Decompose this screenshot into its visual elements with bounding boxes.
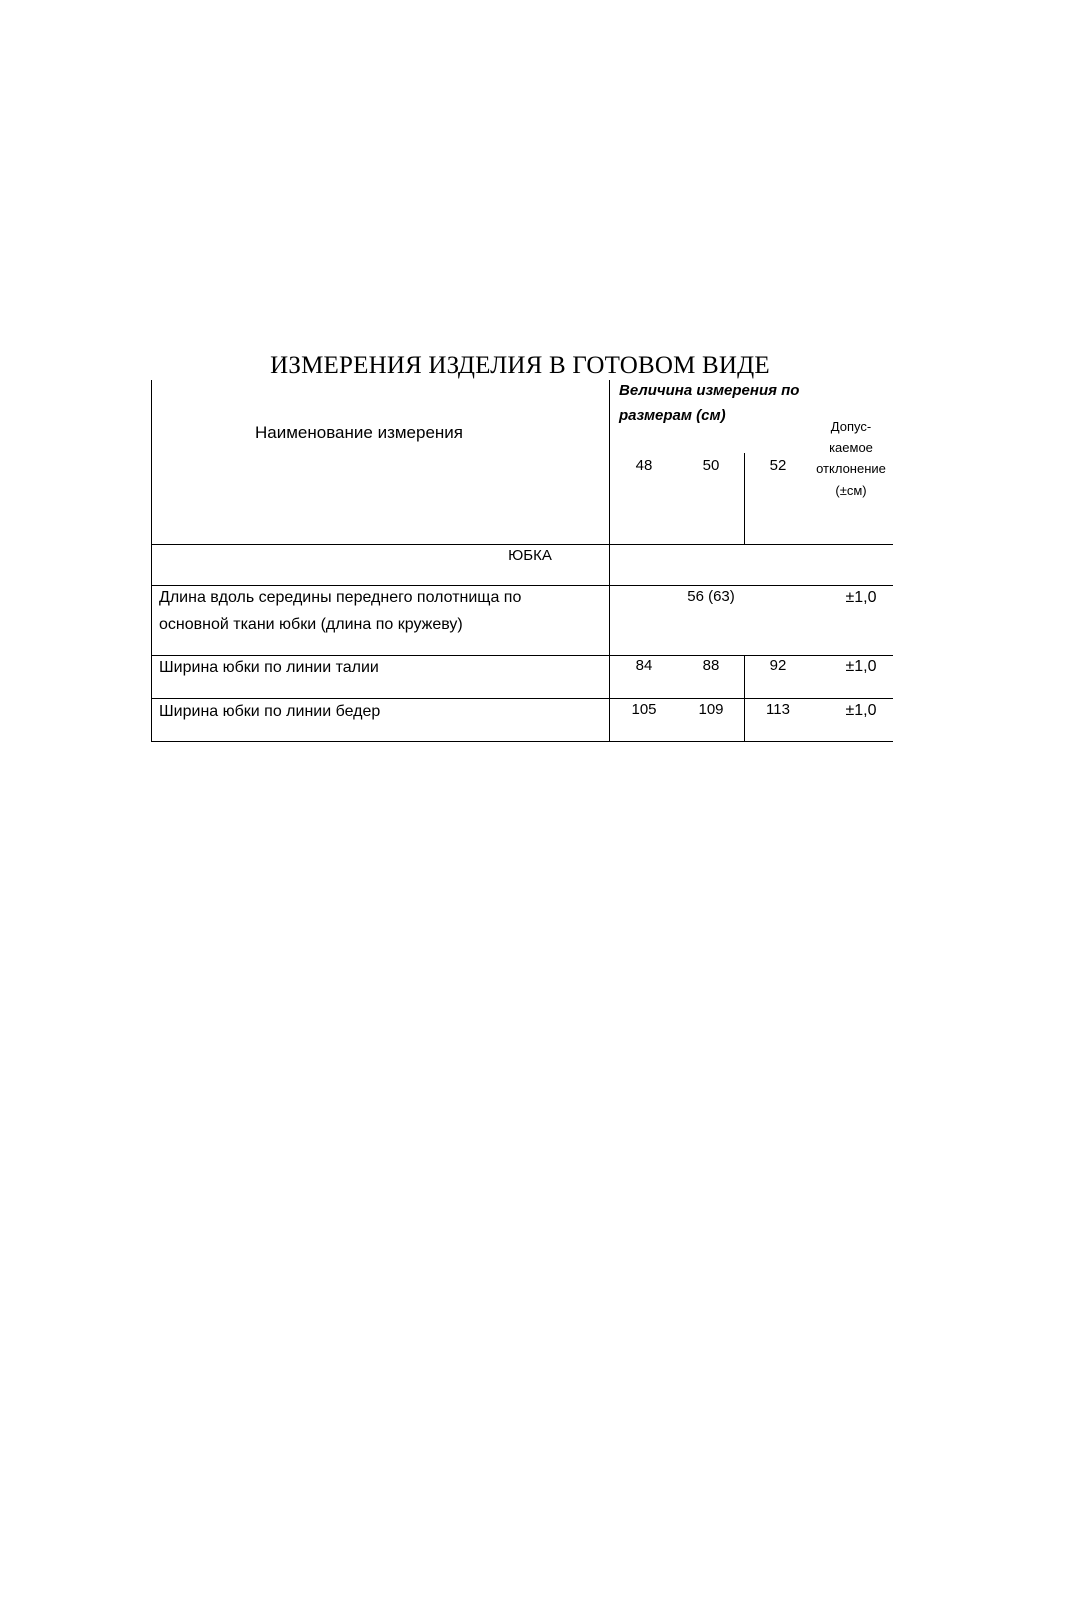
table-bottom-border (151, 741, 893, 742)
row2-value-52: 92 (769, 657, 787, 674)
row3-name: Ширина юбки по линии бедер (159, 703, 381, 720)
header-size-group-line1: Величина измерения по (619, 382, 800, 399)
row2-value-50: 88 (702, 657, 720, 674)
row3-tolerance: ±1,0 (845, 702, 877, 719)
header-name-column: Наименование измерения (255, 423, 464, 442)
row2-tolerance: ±1,0 (845, 658, 877, 675)
header-tolerance-line3: отклонение (816, 461, 886, 476)
header-size-group-line2: размерам (см) (619, 407, 726, 424)
row1-bottom-border (151, 655, 893, 656)
section-bottom-border (151, 585, 893, 586)
header-size-48: 48 (635, 457, 653, 474)
row1-tolerance: ±1,0 (845, 589, 877, 606)
header-size-50: 50 (702, 457, 720, 474)
header-tolerance-line4: (±см) (835, 483, 867, 498)
header-bottom-border (151, 544, 893, 545)
row2-bottom-border (151, 698, 893, 699)
row1-name-line2: основной ткани юбки (длина по кружеву) (159, 616, 463, 633)
row3-value-48: 105 (631, 701, 657, 718)
row3-value-52: 113 (766, 701, 790, 718)
size52-column-divider (744, 453, 745, 545)
row2-value-48: 84 (635, 657, 653, 674)
row1-name-line1: Длина вдоль середины переднего полотнища по (159, 589, 522, 606)
document-title: ИЗМЕРЕНИЯ ИЗДЕЛИЯ В ГОТОВОМ ВИДЕ (270, 352, 770, 379)
header-tolerance-line2: каемое (829, 440, 873, 455)
size-column-divider (609, 380, 610, 742)
header-tolerance-line1: Допус- (830, 419, 872, 434)
row1-merged-value: 56 (63) (687, 588, 735, 605)
row2-name: Ширина юбки по линии талии (159, 659, 379, 676)
header-size-52: 52 (769, 457, 787, 474)
table-left-border (151, 380, 152, 742)
section-label: ЮБКА (508, 547, 552, 564)
row3-value-50: 109 (698, 701, 724, 718)
